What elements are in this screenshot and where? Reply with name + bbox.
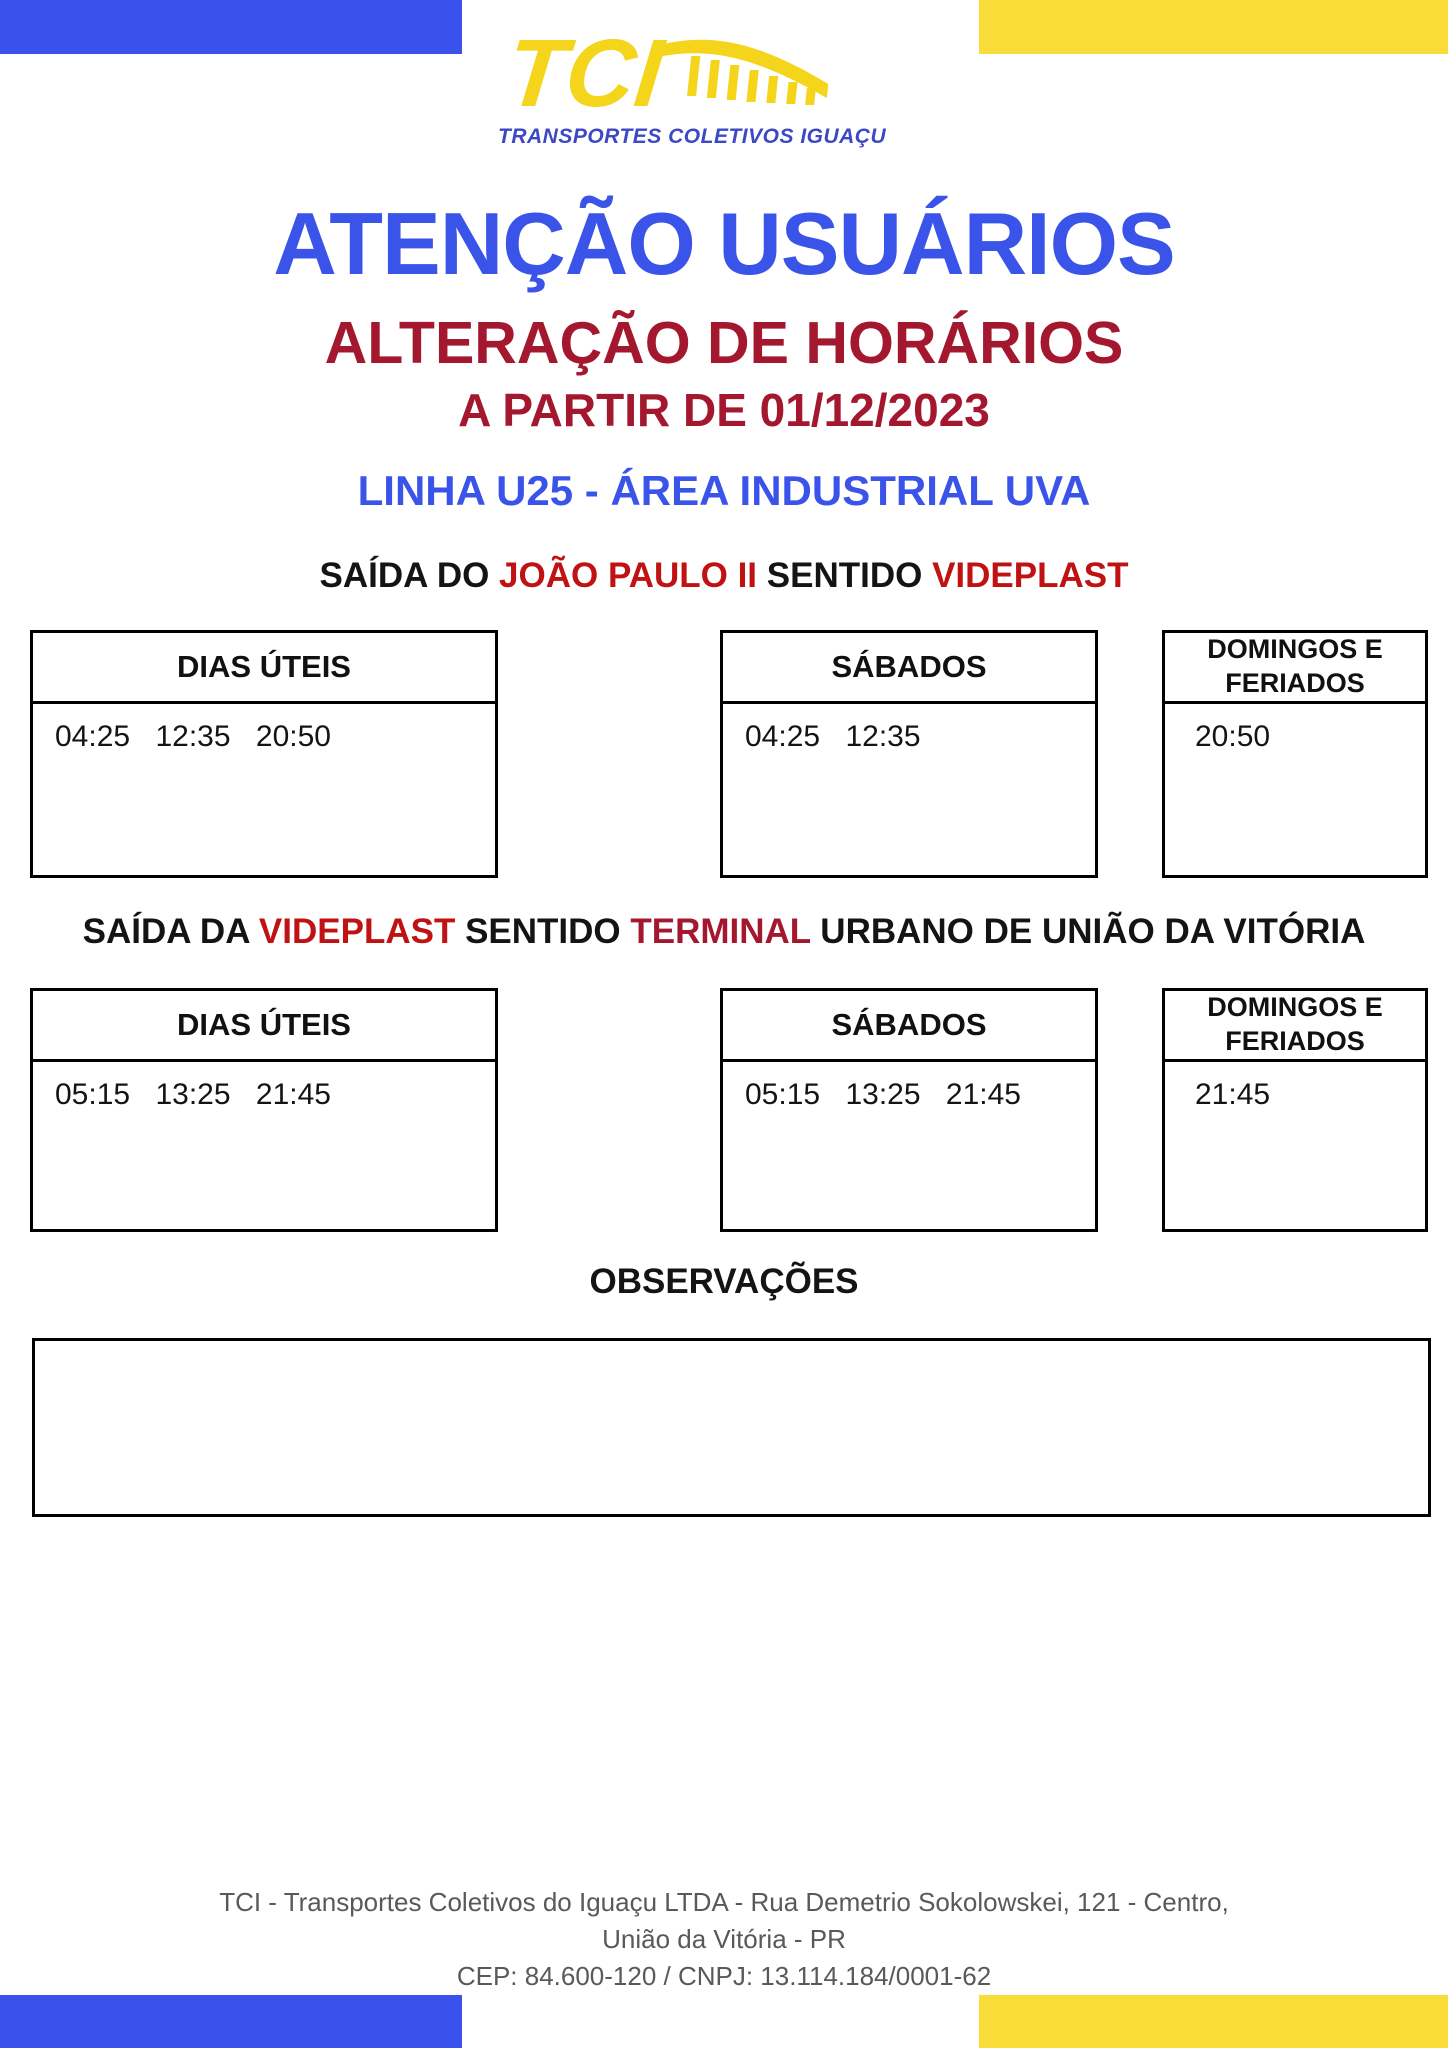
notice-subtitle: ALTERAÇÃO DE HORÁRIOS xyxy=(324,310,1124,376)
bus-line-title: LINHA U25 - ÁREA INDUSTRIAL UVA xyxy=(357,467,1091,514)
schedule-box-sundays-2 xyxy=(1162,988,1428,1232)
schedule-box-weekdays-1 xyxy=(30,630,498,878)
schedule-row-1 xyxy=(0,630,1448,878)
departure-time: 21:45 xyxy=(255,1078,331,1111)
tci-logo-caption: TRANSPORTES COLETIVOS IGUAÇU xyxy=(498,125,887,148)
schedule-box-saturdays-1 xyxy=(720,630,1098,878)
schedule-box-header: SÁBADOS xyxy=(723,633,1095,704)
departure-time: 12:35 xyxy=(155,720,231,753)
footer-address-line: TCI - Transportes Coletivos do Iguaçu LTDA - Rua Demetrio Sokolowskei, 121 - Centro, xyxy=(219,1887,1229,1917)
route-1-destination: VIDEPLAST xyxy=(932,556,1129,595)
corner-accent-bottom-left xyxy=(0,1995,462,2048)
route-2-suffix: URBANO DE UNIÃO DA VITÓRIA xyxy=(810,912,1366,951)
schedule-times xyxy=(723,704,1095,754)
route-2-origin: VIDEPLAST xyxy=(258,912,456,951)
departure-time: 13:25 xyxy=(845,1078,921,1111)
route-heading-1 xyxy=(0,556,1448,596)
route-2-destination: TERMINAL xyxy=(630,912,811,951)
tci-logo-text: TCI xyxy=(501,30,668,118)
bridge-icon xyxy=(648,40,833,105)
schedule-times xyxy=(1165,704,1425,754)
schedule-box-header: DOMINGOS E FERIADOS xyxy=(1165,991,1425,1062)
route-1-origin: JOÃO PAULO II xyxy=(499,556,758,595)
observations-box xyxy=(32,1338,1431,1517)
schedule-times xyxy=(723,1062,1095,1112)
footer-cep-cnpj-line: CEP: 84.600-120 / CNPJ: 13.114.184/0001-62 xyxy=(456,1961,992,1991)
route-1-prefix: SAÍDA DO xyxy=(319,556,500,595)
corner-accent-bottom-right xyxy=(979,1995,1448,2048)
schedule-box-sundays-1 xyxy=(1162,630,1428,878)
notice-title: ATENÇÃO USUÁRIOS xyxy=(273,194,1175,293)
route-heading-2 xyxy=(0,912,1448,952)
departure-time: 21:45 xyxy=(1195,1078,1271,1111)
route-2-connector: SENTIDO xyxy=(455,912,631,951)
schedule-box-header: DIAS ÚTEIS xyxy=(33,991,495,1062)
schedule-row-2 xyxy=(0,988,1448,1232)
departure-time: 13:25 xyxy=(155,1078,231,1111)
footer-city-line: União da Vitória - PR xyxy=(602,1924,846,1954)
schedule-box-weekdays-2 xyxy=(30,988,498,1232)
tci-logo-mark xyxy=(498,30,838,118)
route-1-connector: SENTIDO xyxy=(757,556,933,595)
departure-time: 05:15 xyxy=(55,1078,131,1111)
departure-time: 04:25 xyxy=(55,720,131,753)
departure-time: 05:15 xyxy=(745,1078,821,1111)
schedule-box-header: DIAS ÚTEIS xyxy=(33,633,495,704)
schedule-times xyxy=(33,704,495,754)
departure-time: 21:45 xyxy=(945,1078,1021,1111)
departure-time: 04:25 xyxy=(745,720,821,753)
corner-accent-top-left xyxy=(0,0,462,54)
schedule-times xyxy=(1165,1062,1425,1112)
corner-accent-top-right xyxy=(979,0,1448,54)
departure-time: 20:50 xyxy=(1195,720,1271,753)
effective-date: A PARTIR DE 01/12/2023 xyxy=(458,384,990,436)
tci-logo xyxy=(498,30,887,149)
schedule-box-header: SÁBADOS xyxy=(723,991,1095,1062)
departure-time: 20:50 xyxy=(255,720,331,753)
departure-time: 12:35 xyxy=(845,720,921,753)
company-footer xyxy=(0,1884,1448,1995)
schedule-box-saturdays-2 xyxy=(720,988,1098,1232)
schedule-box-header: DOMINGOS E FERIADOS xyxy=(1165,633,1425,704)
route-2-prefix: SAÍDA DA xyxy=(82,912,259,951)
schedule-times xyxy=(33,1062,495,1112)
observations-title: OBSERVAÇÕES xyxy=(589,1262,859,1301)
